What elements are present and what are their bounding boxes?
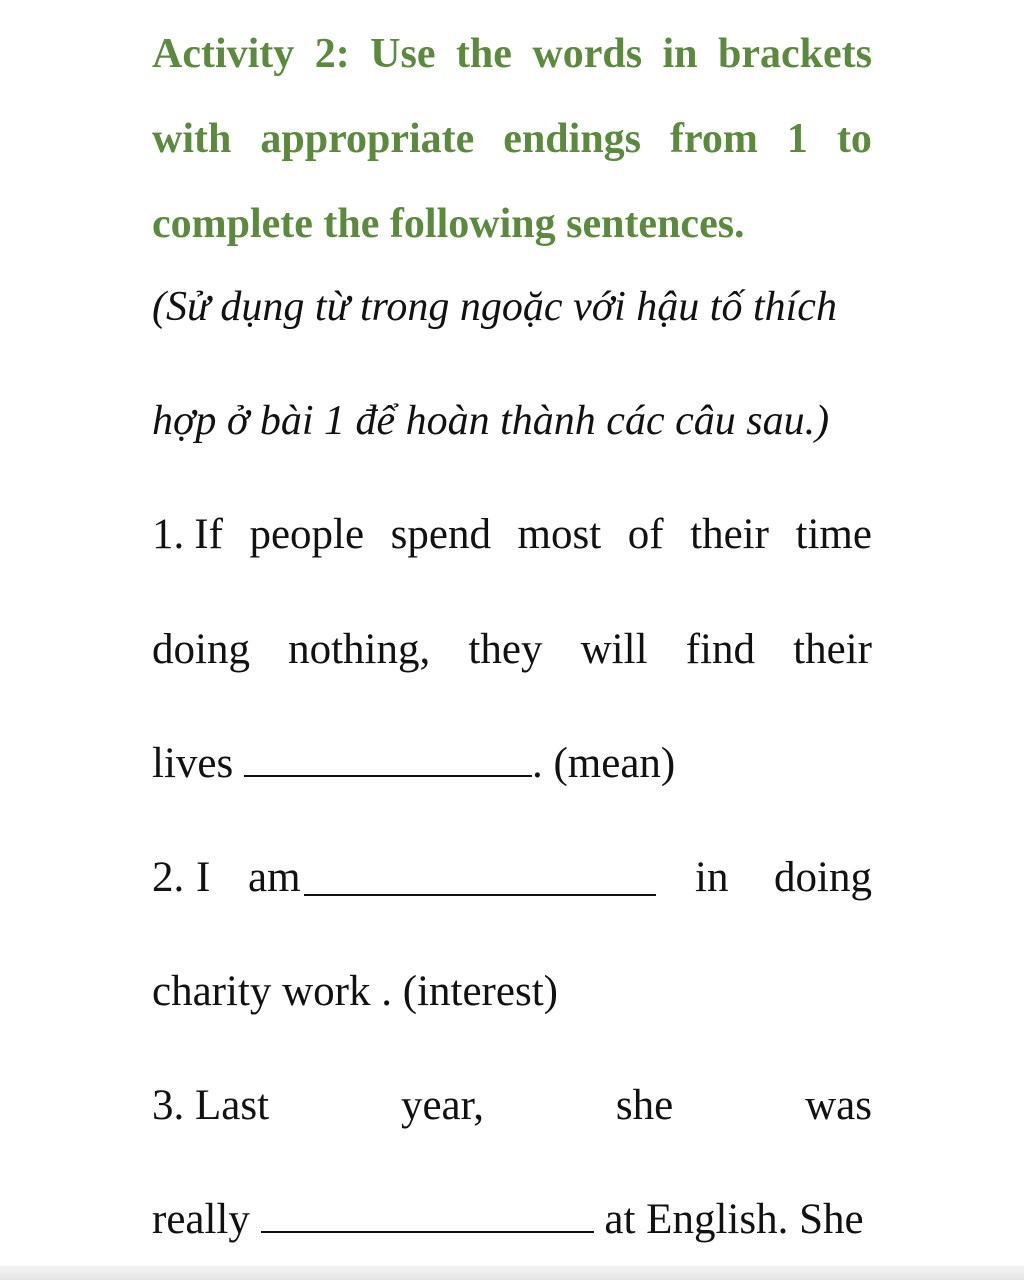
activity-heading-line-1 [152,33,872,75]
answer-blank-2[interactable] [304,864,656,896]
question-word: she [615,1082,674,1129]
question-word: doing [152,626,250,673]
question-text: really [152,1196,261,1243]
question-word: year, [400,1082,484,1129]
heading-word: 2: [314,31,350,77]
question-word: find [685,626,755,673]
question-word: was [805,1082,872,1129]
question-word: of [627,511,664,558]
heading-word: Activity [152,31,295,77]
instruction-line-1: (Sử dụng từ trong ngoặc với hậu tố thích [152,284,837,330]
heading-word: to [836,116,872,162]
question-3-line-2 [152,1198,872,1241]
heading-word: the [455,31,512,77]
heading-word: from [670,116,758,162]
question-word: doing [774,854,872,901]
heading-word: appropriate [260,116,475,162]
question-1-line-1 [152,513,872,556]
question-word: time [795,511,872,558]
question-word: am [248,854,301,901]
instruction-line-2: hợp ở bài 1 để hoàn thành các câu sau.) [152,398,830,444]
question-hint: . (mean) [531,740,676,787]
question-text: lives [152,740,244,787]
page-bottom-edge [0,1266,1024,1280]
heading-word: in [662,31,698,77]
question-1-line-3 [152,742,872,785]
question-number: 1. [152,511,185,558]
question-word: most [517,511,602,558]
question-text: at English. She [593,1196,864,1243]
question-3-line-1 [152,1084,872,1127]
heading-word: with [152,116,232,162]
question-1-line-2 [152,628,872,671]
answer-blank-3[interactable] [261,1201,594,1233]
activity-heading-line-3: complete the following sentences. [152,201,745,247]
answer-blank-1[interactable] [244,745,532,777]
heading-word: endings [503,116,642,162]
question-word: I [196,854,211,901]
question-word: will [580,626,648,673]
question-number: 2. [152,854,185,901]
question-word: If [194,511,223,558]
heading-word: words [532,31,643,77]
question-word: people [249,511,365,558]
question-2-line-2: charity work . (interest) [152,968,558,1015]
heading-word: 1 [786,116,808,162]
activity-heading-line-2 [152,118,872,160]
question-word: spend [390,511,491,558]
question-word: nothing, [288,626,431,673]
question-word: they [468,626,543,673]
heading-word: brackets [717,31,872,77]
question-word: in [695,854,729,901]
question-word: their [690,511,769,558]
question-word: 3. Last [152,1082,270,1129]
heading-word: Use [370,31,436,77]
question-word: their [793,626,872,673]
